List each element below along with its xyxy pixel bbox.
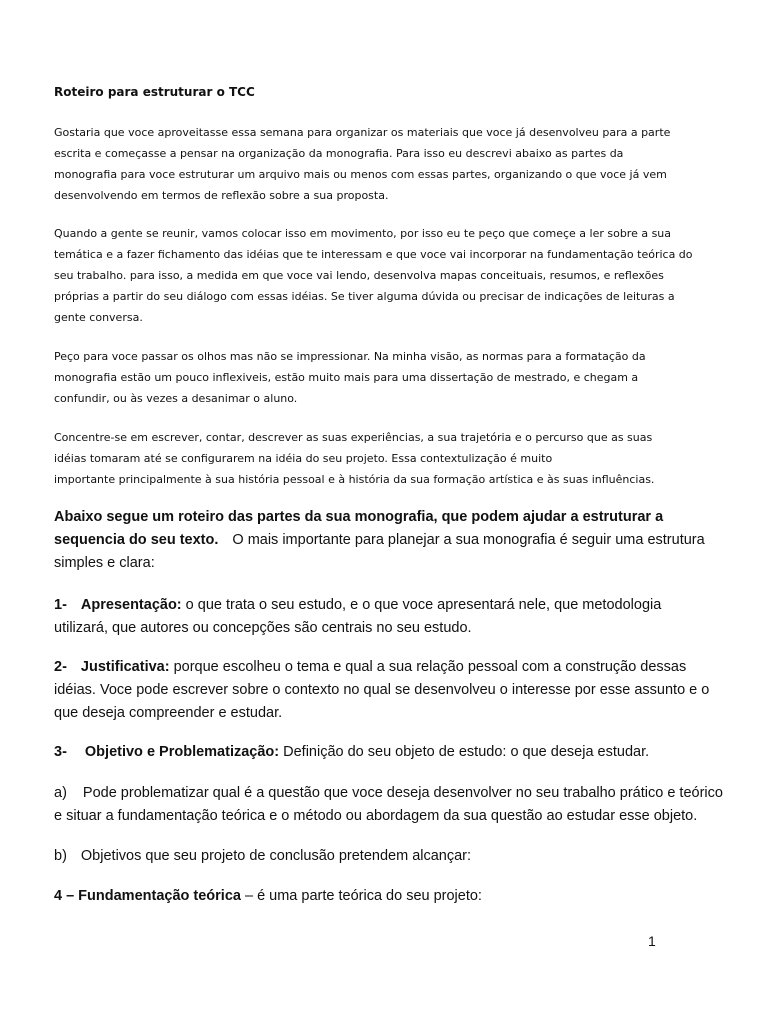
paragraph-line: Gostaria que voce aproveitasse essa semana para organizar os materiais que voce já desenvolveu para a parte bbox=[54, 126, 671, 139]
item-justificativa bbox=[54, 656, 709, 725]
paragraph-line: monografia para voce estruturar um arquivo mais ou menos com essas partes, organizando o que voce já vem bbox=[54, 168, 667, 181]
item-line: idéias. Voce pode escrever sobre o contexto no qual se desenvolveu o interesse por esse assunto e o bbox=[54, 682, 710, 698]
item-fundamentacao bbox=[54, 885, 482, 908]
item-line: que deseja compreender e estudar. bbox=[54, 705, 283, 721]
paragraph-line: escrita e começasse a pensar na organização da monografia. Para isso eu descrevi abaixo as partes da bbox=[54, 147, 624, 160]
paragraph-line: importante principalmente à sua história pessoal e à história da sua formação artística e às suas influências. bbox=[54, 473, 655, 486]
intro-line: simples e clara: bbox=[54, 555, 155, 571]
item-number: 3- bbox=[54, 744, 67, 760]
item-text: – é uma parte teórica do seu projeto: bbox=[240, 888, 482, 904]
paragraph-norms bbox=[54, 346, 646, 409]
paragraph-line: Peço para voce passar os olhos mas não se impressionar. Na minha visão, as normas para a formatação da bbox=[54, 350, 646, 363]
item-label: 4 – Fundamentação teórica bbox=[54, 888, 241, 904]
item-text: porque escolheu o tema e qual a sua relação pessoal com a construção dessas bbox=[169, 659, 687, 675]
paragraph-intro bbox=[54, 122, 670, 206]
document-title: Roteiro para estruturar o TCC bbox=[54, 85, 255, 99]
sub-item-letter: a) bbox=[54, 785, 67, 801]
intro-bold-text: sequencia do seu texto. bbox=[54, 532, 219, 548]
roteiro-intro bbox=[54, 506, 705, 575]
intro-line bbox=[54, 529, 705, 552]
paragraph-line: confundir, ou às vezes a desanimar o aluno. bbox=[54, 392, 298, 405]
item-text: Definição do seu objeto de estudo: o que deseja estudar. bbox=[279, 744, 650, 760]
paragraph-line: idéias tomaram até se configurarem na idéia do seu projeto. Essa contextulização é muito bbox=[54, 452, 553, 465]
paragraph-line: temática e a fazer fichamento das idéias que te interessam e que voce vai incorporar na fundamentação teórica do bbox=[54, 248, 693, 261]
item-label: Apresentação: bbox=[80, 597, 182, 613]
intro-text: O mais importante para planejar a sua monografia é seguir uma estrutura bbox=[232, 532, 705, 548]
paragraph-line: próprias a partir do seu diálogo com essas idéias. Se tiver alguma dúvida ou precisar de indicações de leituras a bbox=[54, 290, 675, 303]
sub-item-b bbox=[54, 845, 471, 868]
item-text: o que trata o seu estudo, e o que voce apresentará nele, que metodologia bbox=[181, 597, 662, 613]
sub-item-a bbox=[54, 782, 723, 828]
item-apresentacao bbox=[54, 594, 661, 640]
intro-bold-line: Abaixo segue um roteiro das partes da sua monografia, que podem ajudar a estruturar a bbox=[54, 509, 664, 525]
item-number: 2- bbox=[54, 659, 67, 675]
paragraph-line: desenvolvendo em termos de reflexão sobre a sua proposta. bbox=[54, 189, 389, 202]
sub-item-text: Pode problematizar qual é a questão que voce deseja desenvolver no seu trabalho prático e teórico bbox=[82, 785, 723, 801]
item-line: utilizará, que autores ou concepções são centrais no seu estudo. bbox=[54, 620, 472, 636]
sub-item-text: Objetivos que seu projeto de conclusão pretendem alcançar: bbox=[80, 848, 472, 864]
sub-item-letter: b) bbox=[54, 848, 67, 864]
paragraph-line: monografia estão um pouco inflexiveis, estão muito mais para uma dissertação de mestrado, e chegam a bbox=[54, 371, 639, 384]
page-number: 1 bbox=[648, 933, 656, 949]
item-label: Justificativa: bbox=[80, 659, 170, 675]
sub-item-line: e situar a fundamentação teórica e o método ou abordagem da sua questão ao estudar esse objeto. bbox=[54, 808, 698, 824]
paragraph-focus bbox=[54, 427, 654, 490]
item-objetivo bbox=[54, 741, 649, 764]
paragraph-line: Concentre-se em escrever, contar, descrever as suas experiências, a sua trajetória e o percurso que as suas bbox=[54, 431, 653, 444]
paragraph-meeting bbox=[54, 223, 693, 328]
paragraph-line: Quando a gente se reunir, vamos colocar isso em movimento, por isso eu te peço que começe a ler sobre a sua bbox=[54, 227, 672, 240]
paragraph-line: seu trabalho. para isso, a medida em que voce vai lendo, desenvolva mapas conceituais, resumos, e reflexões bbox=[54, 269, 664, 282]
item-label: Objetivo e Problematização: bbox=[84, 744, 280, 760]
item-number: 1- bbox=[54, 597, 67, 613]
paragraph-line: gente conversa. bbox=[54, 311, 143, 324]
